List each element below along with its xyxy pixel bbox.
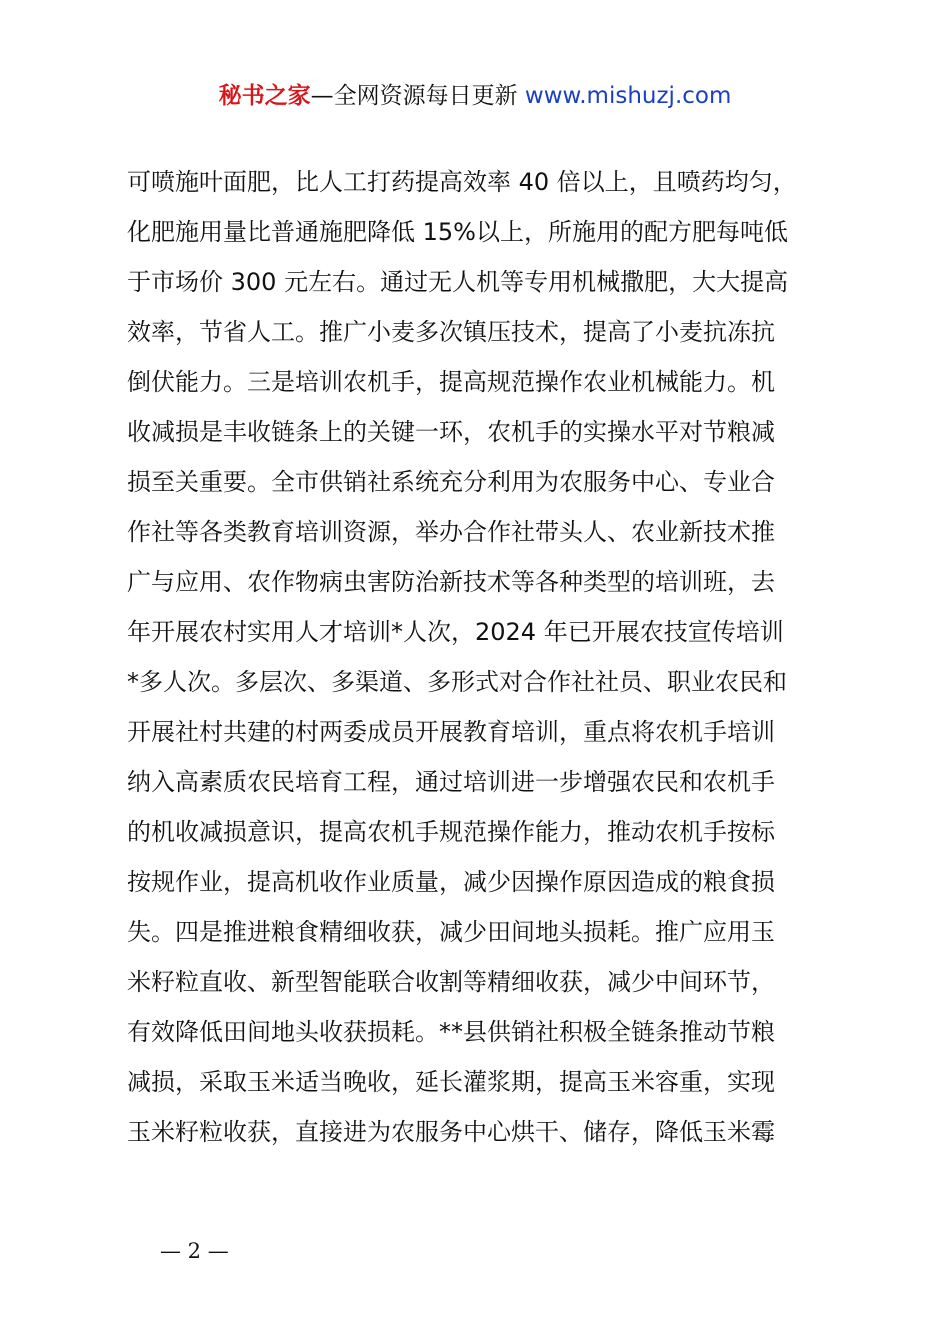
text-line: 效率，节省人工。推广小麦多次镇压技术，提高了小麦抗冻抗	[127, 318, 775, 346]
text-line: 米籽粒直收、新型智能联合收割等精细收获，减少中间环节，	[127, 968, 775, 996]
text-line: 化肥施用量比普通施肥降低 15%以上，所施用的配方肥每吨低	[127, 218, 788, 246]
text-line: 减损，采取玉米适当晚收，延长灌浆期，提高玉米容重，实现	[127, 1068, 775, 1096]
text-line: 作社等各类教育培训资源，举办合作社带头人、农业新技术推	[127, 518, 775, 546]
document-body	[127, 157, 847, 1157]
text-line: 年开展农村实用人才培训*人次，2024 年已开展农技宣传培训	[127, 618, 784, 646]
header-tagline: —全网资源每日更新	[310, 83, 525, 109]
text-line: 失。四是推进粮食精细收获，减少田间地头损耗。推广应用玉	[127, 918, 775, 946]
text-line: 倒伏能力。三是培训农机手，提高规范操作农业机械能力。机	[127, 368, 775, 396]
text-line: 收减损是丰收链条上的关键一环，农机手的实操水平对节粮减	[127, 418, 775, 446]
page-number: — 2 —	[160, 1239, 229, 1263]
text-line: 玉米籽粒收获，直接进为农服务中心烘干、储存，降低玉米霉	[127, 1118, 775, 1146]
text-line: 于市场价 300 元左右。通过无人机等专用机械撒肥，大大提高	[127, 268, 789, 296]
text-line: *多人次。多层次、多渠道、多形式对合作社社员、职业农民和	[127, 668, 787, 696]
text-line: 的机收减损意识，提高农机手规范操作能力，推动农机手按标	[127, 818, 775, 846]
text-line: 纳入高素质农民培育工程，通过培训进一步增强农民和农机手	[127, 768, 775, 796]
text-line: 损至关重要。全市供销社系统充分利用为农服务中心、专业合	[127, 468, 775, 496]
brand-name: 秘书之家	[218, 83, 311, 109]
text-line: 可喷施叶面肥，比人工打药提高效率 40 倍以上，且喷药均匀，	[127, 168, 797, 196]
page-header	[0, 80, 950, 112]
website-link[interactable]: www.mishuzj.com	[524, 83, 732, 109]
text-line: 按规作业，提高机收作业质量，减少因操作原因造成的粮食损	[127, 868, 775, 896]
text-line: 有效降低田间地头收获损耗。**县供销社积极全链条推动节粮	[127, 1018, 775, 1046]
text-line: 广与应用、农作物病虫害防治新技术等各种类型的培训班，去	[127, 568, 775, 596]
text-line: 开展社村共建的村两委成员开展教育培训，重点将农机手培训	[127, 718, 775, 746]
